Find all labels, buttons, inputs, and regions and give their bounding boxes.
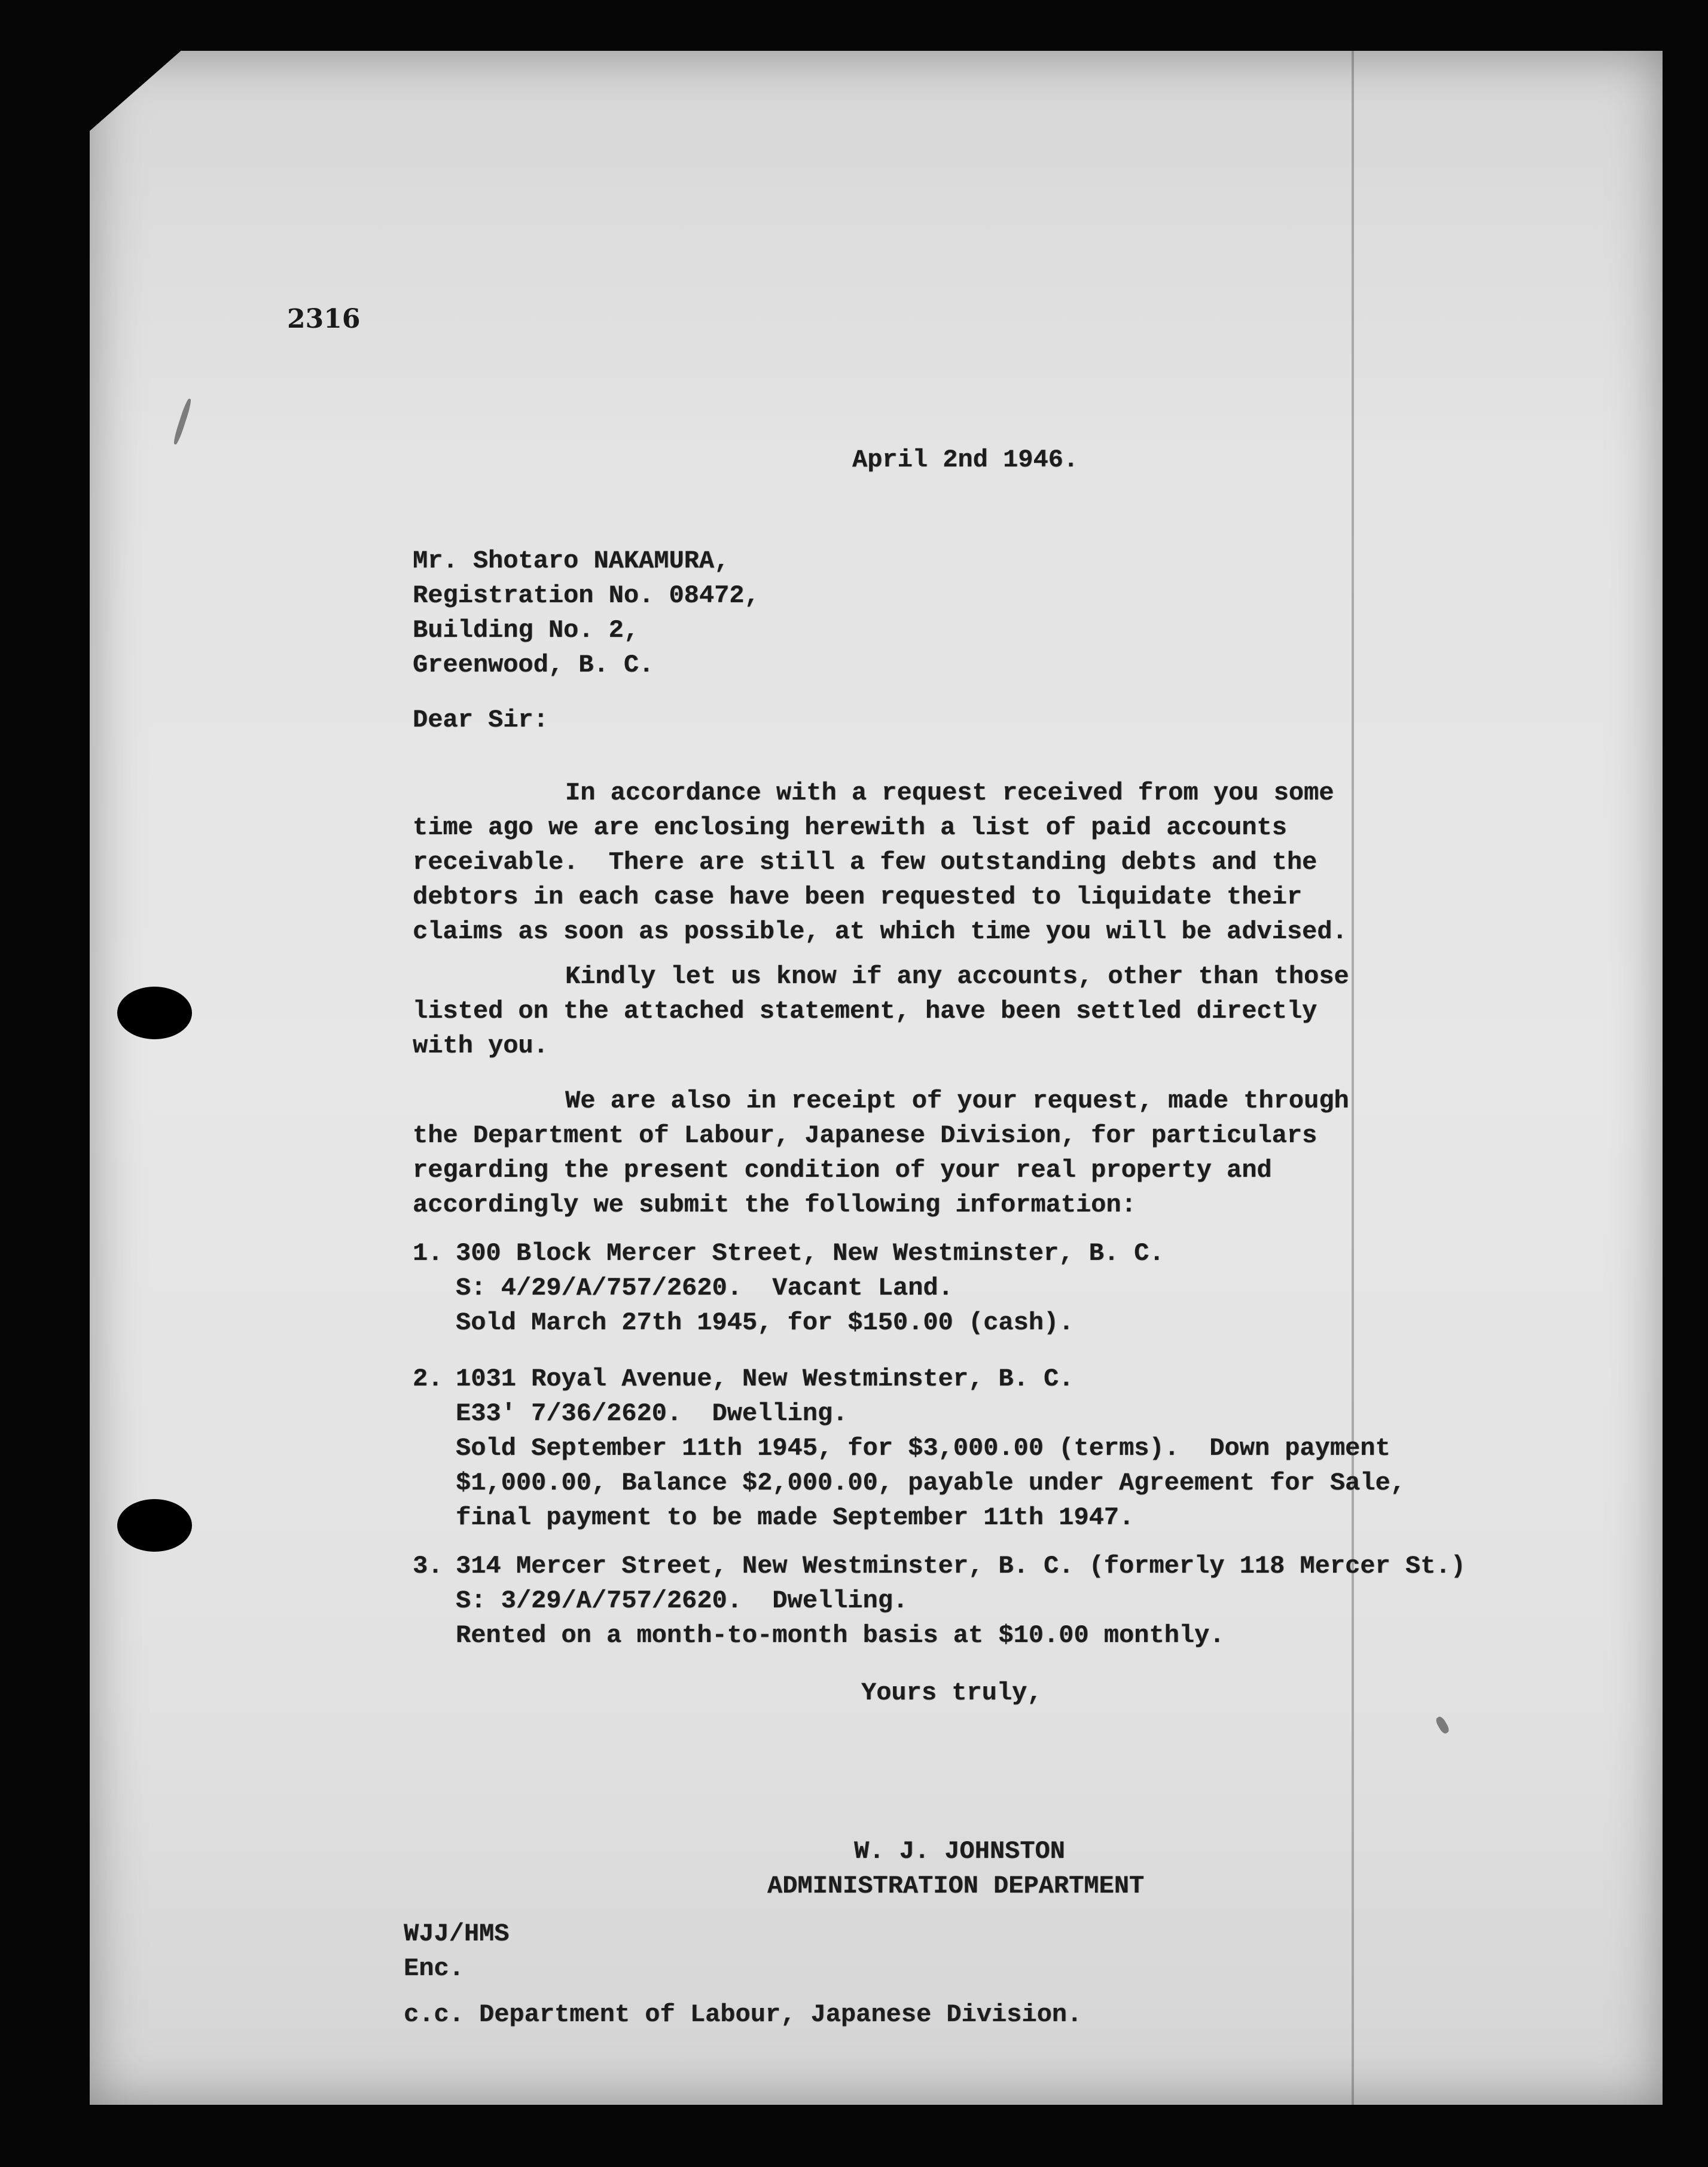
property-line: Sold September 11th 1945, for $3,000.00 (terms). Down payment [456, 1434, 1390, 1463]
file-number: 2316 [287, 304, 361, 334]
paragraph-3-line: We are also in receipt of your request, made through [565, 1086, 1349, 1115]
property-line: 300 Block Mercer Street, New Westminster, B. C. [456, 1239, 1164, 1268]
signatory-department: ADMINISTRATION DEPARTMENT [767, 1872, 1145, 1900]
enclosure-note: Enc. [404, 1954, 464, 1983]
recipient-building: Building No. 2, [413, 616, 639, 645]
paragraph-2-line: with you. [413, 1031, 548, 1060]
closing: Yours truly, [861, 1678, 1042, 1707]
property-line: E33' 7/36/2620. Dwelling. [456, 1399, 848, 1428]
paragraph-3-line: accordingly we submit the following information: [413, 1191, 1136, 1219]
punch-hole-top [117, 987, 192, 1039]
property-line: $1,000.00, Balance $2,000.00, payable under Agreement for Sale, [456, 1469, 1405, 1497]
property-line: 314 Mercer Street, New Westminster, B. C. (formerly 118 Mercer St.) [456, 1552, 1466, 1580]
property-number: 3. [413, 1552, 443, 1580]
fold-line [1352, 51, 1354, 2105]
salutation: Dear Sir: [413, 706, 548, 734]
property-number: 1. [413, 1239, 443, 1268]
paragraph-2-line: Kindly let us know if any accounts, other than those [565, 962, 1349, 991]
recipient-registration: Registration No. 08472, [413, 581, 760, 610]
paragraph-1-line: In accordance with a request received from you some [565, 779, 1334, 807]
signatory-name: W. J. JOHNSTON [854, 1837, 1065, 1866]
property-line: 1031 Royal Avenue, New Westminster, B. C. [456, 1365, 1074, 1393]
property-line: Sold March 27th 1945, for $150.00 (cash). [456, 1308, 1074, 1337]
paragraph-1-line: debtors in each case have been requested to liquidate their [413, 883, 1303, 911]
reference-initials: WJJ/HMS [404, 1919, 510, 1948]
property-number: 2. [413, 1365, 443, 1393]
paragraph-2-line: listed on the attached statement, have been settled directly [413, 997, 1317, 1025]
recipient-location: Greenwood, B. C. [413, 651, 654, 679]
paragraph-3-line: the Department of Labour, Japanese Division, for particulars [413, 1121, 1317, 1150]
property-line: S: 4/29/A/757/2620. Vacant Land. [456, 1274, 953, 1302]
paragraph-1-line: time ago we are enclosing herewith a list of paid accounts [413, 813, 1287, 842]
property-line: Rented on a month-to-month basis at $10.00 monthly. [456, 1621, 1225, 1650]
recipient-name: Mr. Shotaro NAKAMURA, [413, 547, 730, 575]
property-line: S: 3/29/A/757/2620. Dwelling. [456, 1586, 908, 1615]
letter-page [90, 51, 1663, 2105]
property-line: final payment to be made September 11th 1947. [456, 1503, 1134, 1532]
punch-hole-bottom [117, 1499, 192, 1552]
letter-date: April 2nd 1946. [852, 445, 1079, 474]
paragraph-3-line: regarding the present condition of your real property and [413, 1156, 1272, 1185]
carbon-copy-line: c.c. Department of Labour, Japanese Division. [404, 2000, 1082, 2029]
paragraph-1-line: receivable. There are still a few outstanding debts and the [413, 848, 1317, 877]
paragraph-1-line: claims as soon as possible, at which time you will be advised. [413, 917, 1347, 946]
